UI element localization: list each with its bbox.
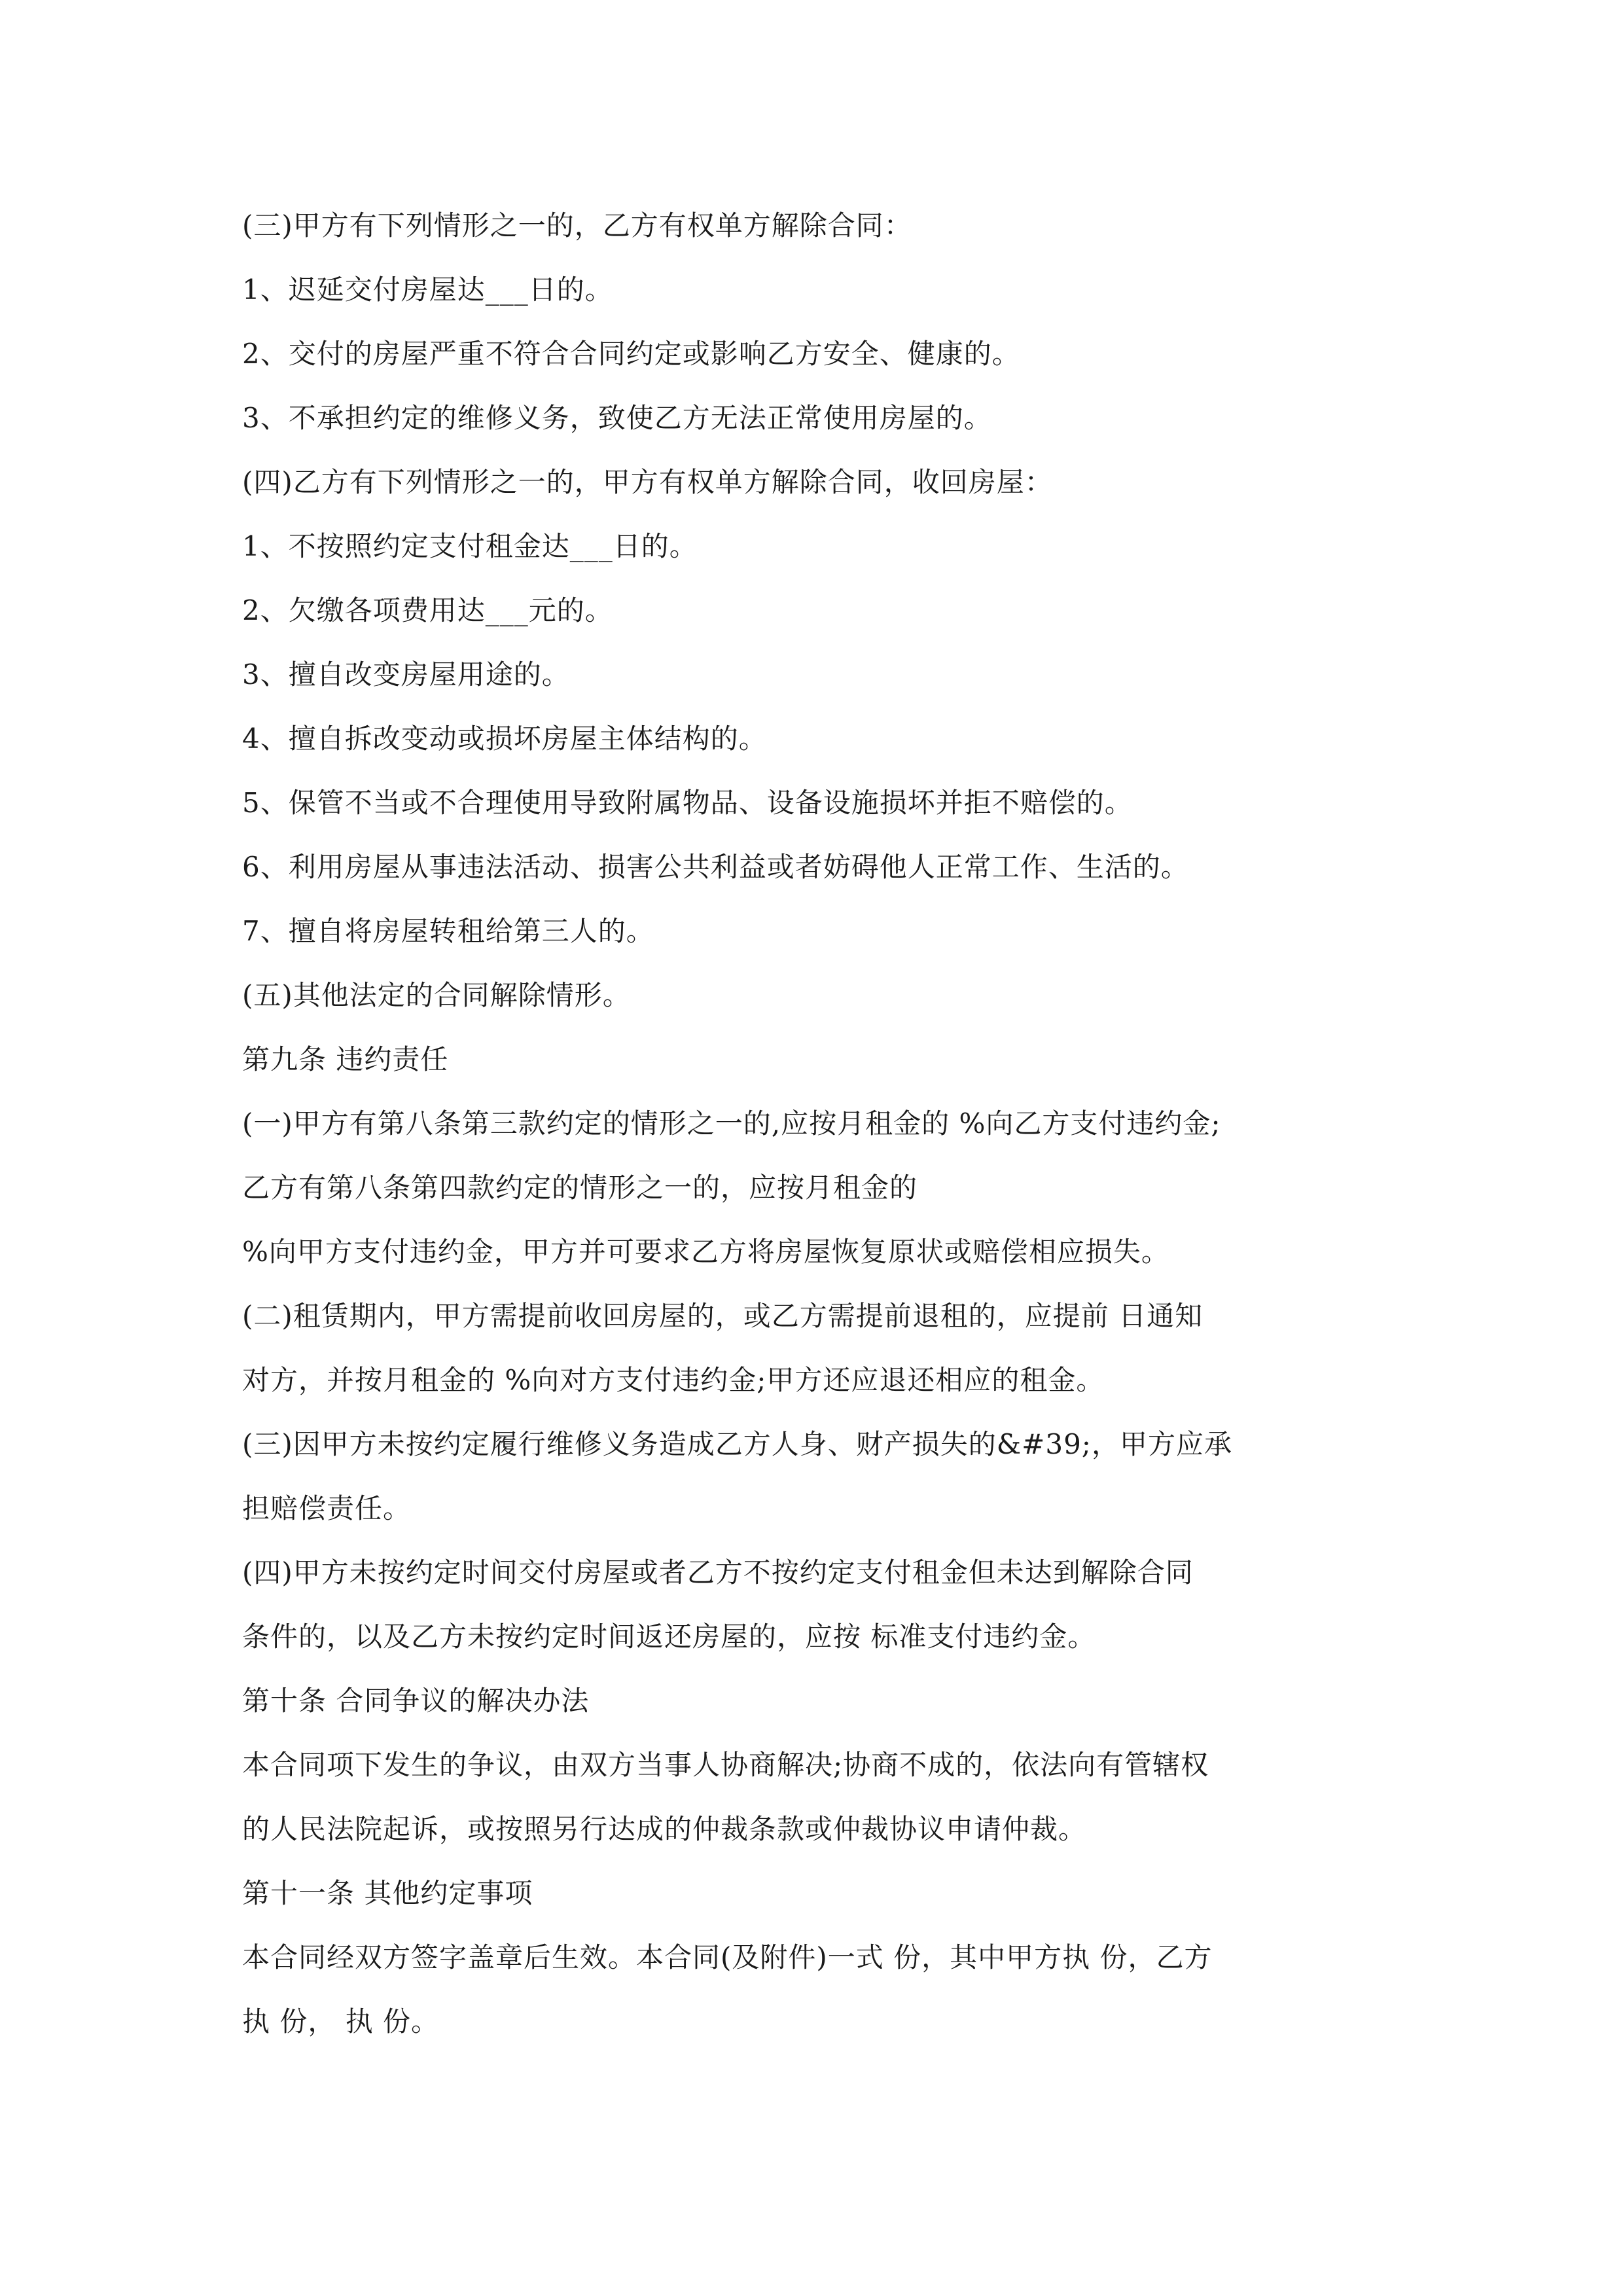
text-line: 2、欠缴各项费用达___元的。 [242,594,613,626]
paragraph [242,1101,1394,1275]
paragraph [242,1871,1394,1916]
paragraph [242,908,1394,954]
text-line: 的人民法院起诉，或按照另行达成的仲裁条款或仲裁协议申请仲裁。 [242,1813,1087,1845]
text-line: 6、利用房屋从事违法活动、损害公共利益或者妨碍他人正常工作、生活的。 [242,851,1189,883]
paragraph [242,1037,1394,1083]
paragraph [242,1293,1394,1403]
text-line: 乙方有第八条第四款约定的情形之一的，应按月租金的 [242,1172,918,1204]
paragraph [242,524,1394,569]
paragraph [242,652,1394,698]
paragraph [242,973,1394,1018]
text-line: (四)甲方未按约定时间交付房屋或者乙方不按约定支付租金但未达到解除合同 [242,1556,1194,1588]
paragraph [242,1678,1394,1724]
text-line: (五)其他法定的合同解除情形。 [242,979,631,1011]
paragraph [242,267,1394,313]
text-line: 2、交付的房屋严重不符合合同约定或影响乙方安全、健康的。 [242,338,1020,370]
paragraph [242,203,1394,249]
paragraph [242,780,1394,826]
text-line: (二)租赁期内，甲方需提前收回房屋的，或乙方需提前退租的，应提前 日通知 [242,1300,1204,1332]
text-line: 3、不承担约定的维修义务，致使乙方无法正常使用房屋的。 [242,402,992,434]
text-line: 对方，并按月租金的 %向对方支付违约金;甲方还应退还相应的租金。 [242,1364,1105,1396]
text-line: 第九条 违约责任 [242,1043,449,1075]
text-line: 4、擅自拆改变动或损坏房屋主体结构的。 [242,723,767,755]
paragraph [242,588,1394,634]
paragraph [242,844,1394,890]
text-line: (三)甲方有下列情形之一的，乙方有权单方解除合同： [242,209,912,242]
text-line: 条件的，以及乙方未按约定时间返还房屋的，应按 标准支付违约金。 [242,1621,1096,1653]
paragraph [242,1422,1394,1532]
text-line: 1、不按照约定支付租金达___日的。 [242,530,698,562]
text-line: 7、擅自将房屋转租给第三人的。 [242,915,654,947]
text-line: 执 份， 执 份。 [242,2005,440,2037]
paragraph [242,1935,1394,2045]
paragraph [242,331,1394,377]
text-line: (四)乙方有下列情形之一的，甲方有权单方解除合同，收回房屋： [242,466,1053,498]
text-line: 本合同项下发生的争议，由双方当事人协商解决;协商不成的，依法向有管辖权 [242,1749,1209,1781]
text-line: 1、迟延交付房屋达___日的。 [242,274,613,306]
paragraph [242,1742,1394,1852]
text-line: 本合同经双方签字盖章后生效。本合同(及附件)一式 份，其中甲方执 份，乙方 [242,1941,1213,1973]
text-line: 5、保管不当或不合理使用导致附属物品、设备设施损坏并拒不赔偿的。 [242,787,1133,819]
paragraph [242,716,1394,762]
text-line: 第十一条 其他约定事项 [242,1877,533,1909]
text-line: (一)甲方有第八条第三款约定的情形之一的,应按月租金的 %向乙方支付违约金; [242,1107,1221,1139]
paragraph [242,459,1394,505]
text-line: 第十条 合同争议的解决办法 [242,1685,590,1717]
paragraph [242,1550,1394,1660]
text-line: 3、擅自改变房屋用途的。 [242,658,570,691]
paragraph [242,395,1394,441]
text-line: %向甲方支付违约金，甲方并可要求乙方将房屋恢复原状或赔偿相应损失。 [242,1236,1169,1268]
text-line: 担赔偿责任。 [242,1492,412,1524]
document-body [242,203,1394,2063]
text-line: (三)因甲方未按约定履行维修义务造成乙方人身、财产损失的&#39;，甲方应承 [242,1428,1232,1460]
